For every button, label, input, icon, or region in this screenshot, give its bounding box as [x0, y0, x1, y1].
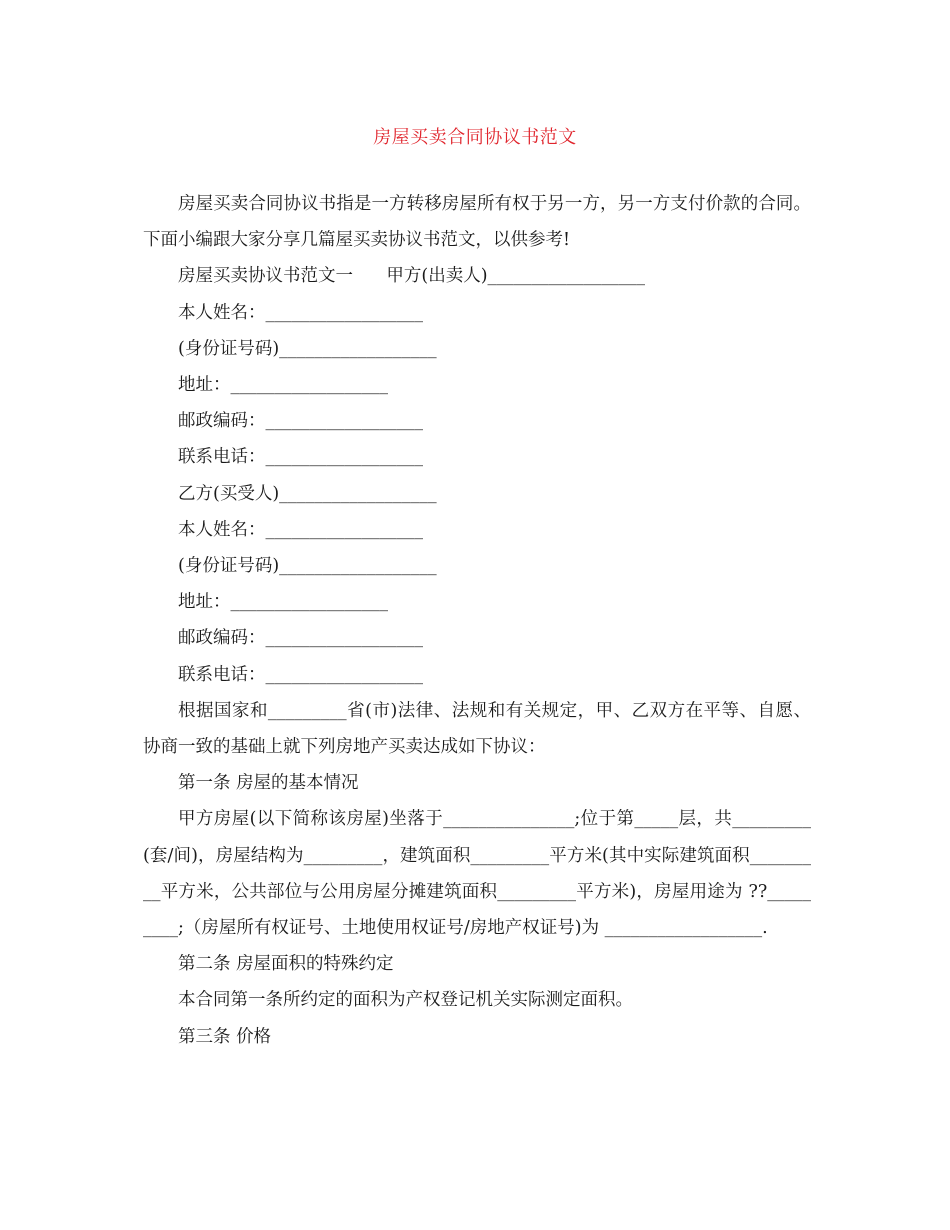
paragraph-a-name: 本人姓名：__________________ [178, 302, 423, 323]
article-3-heading: 第三条 价格 [178, 1026, 272, 1047]
paragraph-party-b: 乙方(买受人)__________________ [178, 483, 437, 504]
paragraph-party-a: 房屋买卖协议书范文一 甲方(出卖人)__________________ [178, 266, 646, 287]
paragraph-a-postcode: 邮政编码：__________________ [178, 411, 423, 432]
paragraph-b-name: 本人姓名：__________________ [178, 519, 423, 540]
paragraph-b-id: (身份证号码)__________________ [178, 556, 437, 577]
document-title: 房屋买卖合同协议书范文 [373, 127, 577, 148]
paragraph-b-phone: 联系电话：__________________ [178, 664, 423, 685]
paragraph-intro: 房屋买卖合同协议书指是一方转移房屋所有权于另一方，另一方支付价款的合同。下面小编跟大家分享几篇屋买卖协议书范文，以供参考! [143, 194, 811, 251]
paragraph-b-postcode: 邮政编码：__________________ [178, 628, 423, 649]
paragraph-a-address: 地址：__________________ [178, 375, 388, 396]
paragraph-a-phone: 联系电话：__________________ [178, 447, 423, 468]
document-body [143, 186, 811, 1055]
paragraph-a-id: (身份证号码)__________________ [178, 338, 437, 359]
article-2-body: 本合同第一条所约定的面积为产权登记机关实际测定面积。 [178, 990, 633, 1011]
paragraph-basis: 根据国家和_________省(市)法律、法规和有关规定，甲、乙双方在平等、自愿、协商一致的基础上就下列房地产买卖达成如下协议： [143, 700, 811, 758]
article-1-body: 甲方房屋(以下简称该房屋)坐落于_______________;位于第_____层，共_________(套/间)，房屋结构为_________，建筑面积_________平方米(其中实际建筑面积_________平方米，公共部位与公用房屋分摊建筑面积_________平方米)，房屋用途为 ??_________;（房屋所有权证号、土地使用权证号/房地产权证号)为 __________________. [143, 809, 811, 939]
article-2-heading: 第二条 房屋面积的特殊约定 [178, 954, 394, 975]
article-1-heading: 第一条 房屋的基本情况 [178, 773, 359, 794]
paragraph-b-address: 地址：__________________ [178, 592, 388, 613]
